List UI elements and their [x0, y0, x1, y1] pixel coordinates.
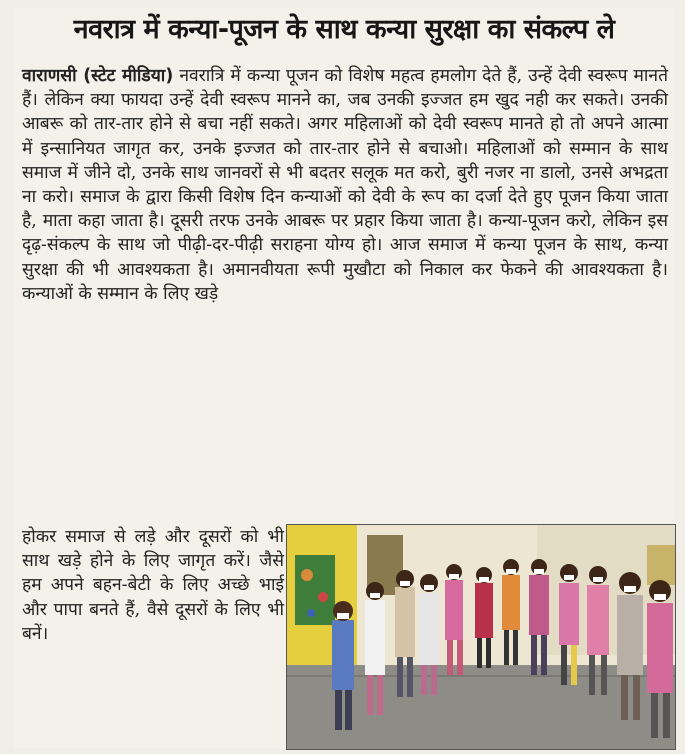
- article-body-text: नवरात्रि में कन्या पूजन को विशेष महत्व हमलोग देते हैं, उन्हें देवी स्वरूप मानते हैं। लेकिन क्या फायदा उन्हें देवी स्वरूप मानने का, जब उनकी इज्जत हम खुद नही कर सकते। उनकी आबरू को तार-तार होने से बचा नहीं सकते। अगर महिलाओं को देवी स्वरूप मानते हो तो अपने आत्मा में इन्सानियत जागृत कर, उनके इज्जत को तार-तार होने से बचाओ। महिलाओं को सम्मान के साथ समाज में जीने दो, उनके साथ जानवरों से भी बदतर सलूक मत करो, बुरी नजर ना डालो, उनसे अभद्रता ना करो। समाज के द्वारा किसी विशेष दिन कन्याओं को देवी के रूप का दर्जा देते हुए पूजन किया जाता है, माता कहा जाता है। दूसरी तरफ उनके आबरू पर प्रहार किया जाता है। कन्या-पूजन करो, लेकिन इस दृढ़-संकल्प के साथ जो पीढ़ी-दर-पीढ़ी सराहना योग्य हो। आज समाज में कन्या पूजन के साथ, कन्या सुरक्षा की भी आवश्यकता है। अमानवीयता रूपी मुखौटा को निकाल कर फेकने की आवश्यकता है। कन्याओं के सम्मान के लिए खड़े: [22, 66, 668, 304]
- article-body: [22, 64, 668, 306]
- dateline: वाराणसी (स्टेट मीडिया): [22, 66, 174, 86]
- newspaper-clipping: [14, 8, 674, 748]
- headline: नवरात्र में कन्या-पूजन के साथ कन्या सुरक्षा का संकल्प ले: [73, 14, 615, 45]
- article-body-wrap: होकर समाज से लड़े और दूसरों को भी साथ खड़े होने के लिए जागृत करें। जैसे हम अपने बहन-बेटी के लिए अच्छे भाई और पापा बनते हैं, वैसे दूसरों के लिए भी बनें।: [22, 527, 284, 644]
- article-photo: [286, 524, 676, 750]
- photo-icon: [287, 525, 675, 749]
